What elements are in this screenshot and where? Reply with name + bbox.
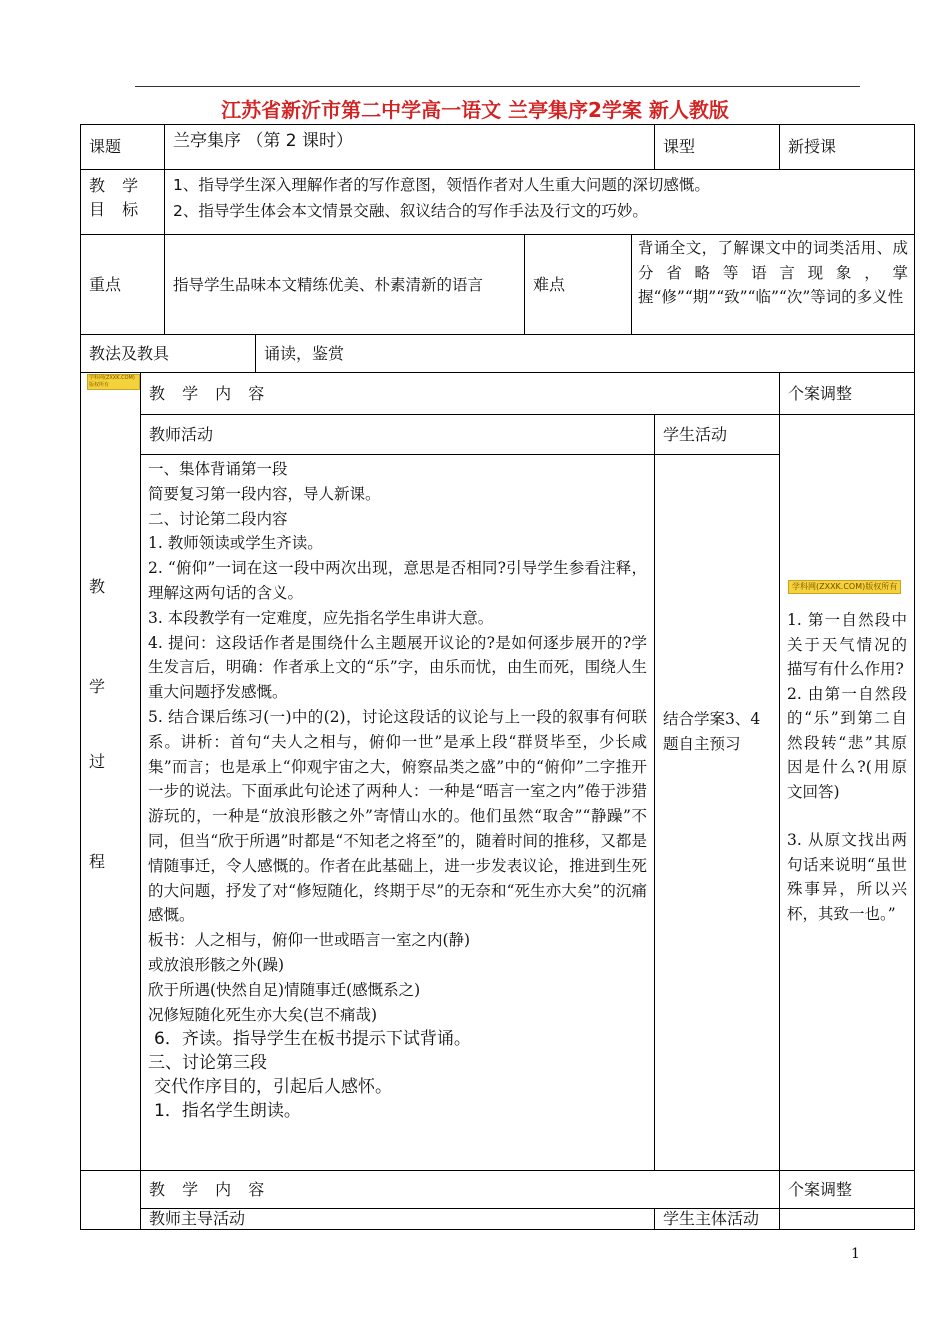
goal-2: 2、指导学生体会本文情景交融、叙议结合的写作手法及行文的巧妙。 xyxy=(173,202,648,220)
adjust-item: 3. 从原文找出两句话来说明“虽世殊事异，所以兴杯，其致一也。” xyxy=(787,831,907,923)
teacher-line: 二、讨论第二段内容 xyxy=(148,509,288,528)
content-header: 教 学 内 容 xyxy=(140,372,780,415)
topic-value: 兰亭集序 （第 2 课时） xyxy=(164,124,655,170)
watermark-stamp: 学科网(ZXXK.COM)版权所有 xyxy=(788,580,901,594)
bottom-content-header: 教 学 内 容 xyxy=(140,1170,780,1209)
teacher-line: 5. 结合课后练习(一)中的(2)，讨论这段话的议论与上一段的叙事有何联系。讲析：首句“夫人之相与，俯仰一世”是承上段“群贤毕至，少长咸集”而言；也是承上“仰观宇宙之大，俯察品类之盛”中的“俯仰”二字推开一步的说法。下面承此句论述了两种人：一种是“晤言一室之内”倦于涉猎游玩的，一种是“放浪形骸之外”寄情山水的。他们虽然“取舍”“静躁”不同，但当“欣于所遇”时都是“不知老之将至”的，随着时间的推移，又都是情随事迁，令人感慨的。作者在此基础上，进一步发表议论，推进到生死的大问题，抒发了对“修短随化，终期于尽”的无奈和“死生亦大矣”的沉痛感慨。 xyxy=(148,707,647,925)
adjust-item: 2. 由第一自然段的“乐”到第二自然段转“悲”其原因是什么?(用原文回答) xyxy=(787,684,907,801)
teacher-line: 一、集体背诵第一段 xyxy=(148,460,288,478)
methods-label: 教法及教具 xyxy=(80,334,256,373)
teacher-line-scanned: 三、讨论第三段 xyxy=(148,1053,267,1074)
goal-1: 1、指导学生深入理解作者的写作意图，领悟作者对人生重大问题的深切感慨。 xyxy=(173,176,710,194)
teacher-line-scanned: 1．指名学生朗读。 xyxy=(154,1101,301,1122)
bottom-adjust-cell xyxy=(779,1208,915,1230)
side-char-2: 学 xyxy=(89,677,106,696)
teacher-line: 欣于所遇(快然自足)情随事迁(感慨系之) xyxy=(148,980,421,999)
teacher-activity-header: 教师活动 xyxy=(140,414,655,455)
type-label: 课型 xyxy=(654,124,780,170)
student-activity-header: 学生活动 xyxy=(654,414,780,455)
side-char-4: 程 xyxy=(89,852,106,871)
teacher-line: 板书：人之相与，俯仰一世或晤言一室之内(静) xyxy=(148,931,471,950)
teacher-line-scanned: 交代作序目的，引起后人感怀。 xyxy=(154,1077,392,1098)
teacher-line-scanned: 6．齐读。指导学生在板书提示下试背诵。 xyxy=(154,1029,471,1050)
watermark-stamp-small: 学科网(ZXXK.COM)版权所有 xyxy=(87,374,140,390)
adjust-item: 1. 第一自然段中关于天气情况的描写有什么作用? xyxy=(787,611,907,678)
teacher-line: 2. “俯仰”一词在这一段中两次出现，意思是否相同?引导学生参看注释，理解这两句话的含义。 xyxy=(148,559,647,602)
methods-value: 诵读，鉴赏 xyxy=(255,334,915,373)
student-activity-content: 结合学案3、4题自主预习 xyxy=(654,454,780,1171)
process-side-label xyxy=(80,372,141,1171)
difficulty-value: 背诵全文，了解课文中的词类活用、成分省略等语言现象，掌握“修”“期”“致”“临”“次”等词的多义性 xyxy=(631,234,915,335)
teacher-line: 或放浪形骸之外(躁) xyxy=(148,955,285,974)
teacher-line: 况修短随化死生亦大矣(岂不痛哉) xyxy=(148,1005,378,1024)
bottom-side-cell xyxy=(80,1170,141,1230)
teacher-activity-content xyxy=(140,454,655,1171)
teacher-line: 简要复习第一段内容，导人新课。 xyxy=(148,484,381,503)
bottom-teacher-header: 教师主导活动 xyxy=(140,1208,655,1230)
topic-label: 课题 xyxy=(80,124,165,170)
teacher-line: 1. 教师领读或学生齐读。 xyxy=(148,534,323,553)
goals-content xyxy=(164,169,915,235)
document-title: 江苏省新沂市第二中学高一语文 兰亭集序2学案 新人教版 xyxy=(221,98,729,122)
side-char-3: 过 xyxy=(89,752,106,771)
goals-label: 教 学 目 标 xyxy=(80,169,165,235)
adjust-content xyxy=(779,414,915,1171)
bottom-student-header: 学生主体活动 xyxy=(654,1208,780,1230)
key-value: 指导学生品味本文精练优美、朴素清新的语言 xyxy=(164,234,525,335)
header-rule xyxy=(135,86,860,87)
bottom-adjust-header: 个案调整 xyxy=(779,1170,915,1209)
side-char-1: 教 xyxy=(89,577,106,596)
key-label: 重点 xyxy=(80,234,165,335)
teacher-line: 4. 提问：这段话作者是围绕什么主题展开议论的?是如何逐步展开的?学生发言后，明确：作者承上文的“乐”字，由乐而忧，由生而死，围绕人生重大问题抒发感慨。 xyxy=(148,633,647,702)
adjust-header: 个案调整 xyxy=(779,372,915,415)
teacher-line: 3. 本段教学有一定难度，应先指名学生串讲大意。 xyxy=(148,608,494,627)
type-value: 新授课 xyxy=(779,124,915,170)
difficulty-label: 难点 xyxy=(524,234,632,335)
page-number: 1 xyxy=(851,1246,860,1262)
